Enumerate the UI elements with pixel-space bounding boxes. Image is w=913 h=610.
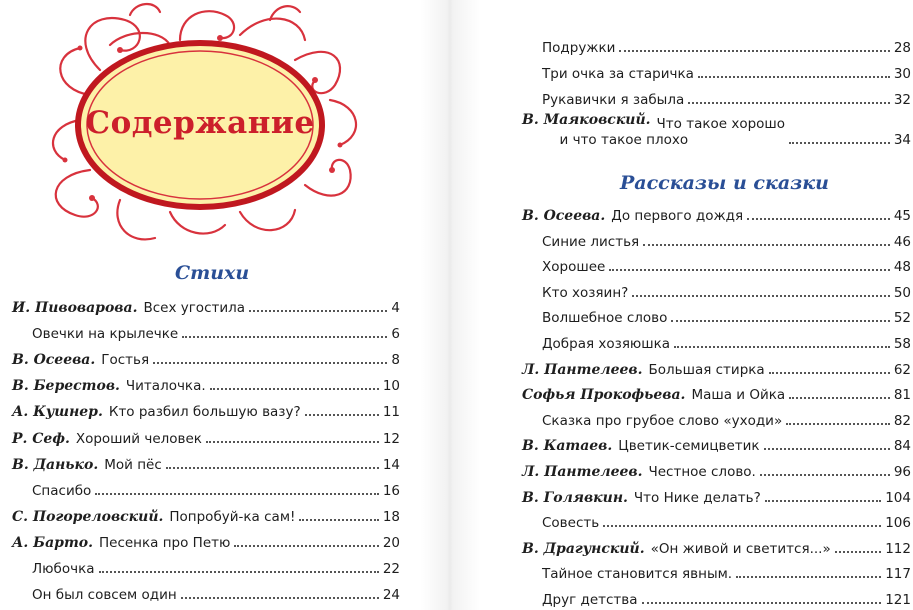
toc-entry[interactable] xyxy=(542,34,911,56)
dot-leader xyxy=(95,493,379,495)
entry-author: В. Драгунский. xyxy=(522,540,645,557)
entry-title: Маша и Ойка xyxy=(691,387,786,404)
entry-page-number: 24 xyxy=(382,587,400,604)
dot-leader xyxy=(619,50,889,52)
entry-title: Цветик-семицветик xyxy=(618,438,760,455)
toc-entry[interactable] xyxy=(542,330,911,352)
toc-entry[interactable] xyxy=(522,535,911,557)
entry-title: Попробуй-ка сам! xyxy=(169,508,296,525)
dot-leader xyxy=(210,388,379,390)
entry-page-number: 22 xyxy=(382,561,400,577)
entry-page-number: 45 xyxy=(893,208,911,224)
entry-title: Подружки xyxy=(542,40,616,56)
toc-entry[interactable] xyxy=(522,432,911,454)
dot-leader xyxy=(786,423,890,425)
entry-title-line1: Что такое хорошо xyxy=(656,116,786,132)
dot-leader xyxy=(632,295,889,297)
entry-page-number: 46 xyxy=(893,233,911,250)
entry-title: Тайное становится явным. xyxy=(542,566,733,583)
entry-title: Честное слово. xyxy=(648,464,756,480)
entry-author: Р. Сеф. xyxy=(12,430,70,447)
entry-page-number: 117 xyxy=(885,566,911,583)
dot-leader xyxy=(760,474,890,476)
dot-leader xyxy=(181,597,379,599)
entry-title: Хорошее xyxy=(542,259,606,276)
toc-entry[interactable] xyxy=(522,356,911,378)
dot-leader xyxy=(299,519,378,521)
entry-title: Добрая хозяюшка xyxy=(542,336,671,352)
toc-entry[interactable] xyxy=(542,60,911,82)
entry-page-number: 30 xyxy=(893,66,911,82)
dot-leader xyxy=(642,602,882,604)
dot-leader xyxy=(765,500,881,502)
entry-author: Софья Прокофьева. xyxy=(522,387,686,404)
entry-page-number: 11 xyxy=(382,404,400,421)
entry-title: Рукавички я забыла xyxy=(542,92,685,108)
section-heading-poems: Стихи xyxy=(175,262,250,284)
entry-page-number: 96 xyxy=(893,464,911,480)
entry-author: В. Берестов. xyxy=(12,378,120,395)
contents-emblem xyxy=(30,0,370,250)
dot-leader xyxy=(671,320,889,322)
dot-leader xyxy=(305,414,379,416)
dot-leader xyxy=(643,244,890,246)
entry-title: Кто хозяин? xyxy=(542,284,629,301)
entry-title: Совесть xyxy=(542,515,600,532)
entry-author: А. Барто. xyxy=(12,534,93,551)
toc-entry[interactable] xyxy=(12,294,400,316)
entry-title: До первого дождя xyxy=(611,208,744,224)
toc-entry[interactable] xyxy=(12,425,400,447)
toc-entry[interactable] xyxy=(522,381,911,403)
toc-entry[interactable] xyxy=(542,586,911,608)
dot-leader xyxy=(182,336,387,338)
entry-author: А. Кушнер. xyxy=(12,404,103,421)
entry-page-number: 112 xyxy=(885,540,911,557)
entry-title: Что Нике делать? xyxy=(633,489,761,506)
toc-entry[interactable] xyxy=(542,279,911,301)
entry-title: Кто разбил большую вазу? xyxy=(108,404,301,421)
entry-title: Читалочка. xyxy=(125,378,206,395)
toc-entry[interactable] xyxy=(542,509,911,531)
entry-title: Три очка за старичка xyxy=(542,66,694,82)
dot-leader xyxy=(789,397,890,399)
entry-page-number: 8 xyxy=(391,352,400,369)
toc-entry[interactable] xyxy=(522,202,911,224)
entry-page-number: 52 xyxy=(893,310,911,327)
entry-author: И. Пивоварова. xyxy=(12,300,138,316)
entry-title: «Он живой и светится...» xyxy=(650,540,831,557)
entry-title: Песенка про Петю xyxy=(99,534,231,551)
left-page xyxy=(0,0,430,610)
entry-title: Синие листья xyxy=(542,233,640,250)
entry-page-number: 58 xyxy=(893,336,911,352)
entry-page-number: 50 xyxy=(893,284,911,301)
entry-page-number: 81 xyxy=(893,387,911,404)
entry-title: Гостья xyxy=(101,352,150,369)
entry-page-number: 20 xyxy=(382,534,400,551)
entry-title: Он был совсем один xyxy=(32,587,177,604)
toc-entry[interactable] xyxy=(12,451,400,473)
entry-page-number: 12 xyxy=(382,430,400,447)
entry-title: Хороший человек xyxy=(75,430,202,447)
entry-title: Спасибо xyxy=(32,482,92,499)
entry-page-number: 10 xyxy=(382,378,400,395)
page-title: Содержание xyxy=(85,105,315,141)
toc-entry[interactable] xyxy=(32,477,400,499)
entry-author: В. Данько. xyxy=(12,456,99,473)
dot-leader xyxy=(747,218,890,220)
entry-title: Овечки на крылечке xyxy=(32,326,179,343)
toc-entry[interactable] xyxy=(12,398,400,420)
toc-entry[interactable] xyxy=(32,581,400,603)
dot-leader xyxy=(609,269,890,271)
entry-page-number: 48 xyxy=(893,259,911,276)
entry-page-number: 14 xyxy=(382,456,400,473)
toc-entry[interactable] xyxy=(542,228,911,250)
dot-leader xyxy=(166,467,379,469)
toc-entry[interactable] xyxy=(32,555,400,577)
entry-author: В. Катаев. xyxy=(522,438,613,455)
toc-entry[interactable] xyxy=(522,458,911,480)
dot-leader xyxy=(234,545,378,547)
entry-title: Волшебное слово xyxy=(542,310,668,327)
entry-page-number: 34 xyxy=(893,132,911,148)
dot-leader xyxy=(688,102,890,104)
entry-page-number: 62 xyxy=(893,361,911,378)
entry-page-number: 16 xyxy=(382,482,400,499)
dot-leader xyxy=(603,525,881,527)
section-heading-stories: Рассказы и сказки xyxy=(620,172,829,194)
entry-page-number: 121 xyxy=(885,592,911,608)
toc-entry-mayakovsky[interactable] xyxy=(522,112,911,148)
entry-author: С. Погореловский. xyxy=(12,508,164,525)
dot-leader xyxy=(674,346,890,348)
entry-title: Любочка xyxy=(32,561,95,577)
dot-leader xyxy=(206,441,379,443)
entry-page-number: 28 xyxy=(893,40,911,56)
dot-leader xyxy=(789,142,890,144)
dot-leader xyxy=(835,551,881,553)
toc-entry[interactable] xyxy=(542,560,911,582)
entry-page-number: 32 xyxy=(893,92,911,108)
toc-entry[interactable] xyxy=(12,372,400,394)
entry-author: Л. Пантелеев. xyxy=(522,464,643,480)
toc-entry[interactable] xyxy=(32,320,400,342)
entry-title-line2: и что такое плохо xyxy=(559,132,689,148)
dot-leader xyxy=(153,362,387,364)
entry-author: В. Осеева. xyxy=(522,208,606,224)
dot-leader xyxy=(736,576,881,578)
entry-page-number: 106 xyxy=(885,515,911,532)
entry-page-number: 82 xyxy=(893,412,911,429)
entry-page-number: 6 xyxy=(391,326,400,343)
dot-leader xyxy=(698,76,890,78)
entry-author: В. Осеева. xyxy=(12,352,96,369)
entry-page-number: 18 xyxy=(382,508,400,525)
toc-entry[interactable] xyxy=(12,503,400,525)
toc-entry[interactable] xyxy=(542,304,911,326)
dot-leader xyxy=(764,448,890,450)
toc-entry[interactable] xyxy=(542,86,911,108)
entry-author: В. Маяковский. xyxy=(522,112,651,128)
entry-author: В. Голявкин. xyxy=(522,489,628,506)
entry-page-number: 84 xyxy=(893,438,911,455)
entry-title: Большая стирка xyxy=(648,361,765,378)
entry-page-number: 4 xyxy=(391,300,400,316)
toc-entry[interactable] xyxy=(542,407,911,429)
dot-leader xyxy=(249,310,387,312)
toc-entry[interactable] xyxy=(12,346,400,368)
right-page xyxy=(470,0,913,610)
dot-leader xyxy=(99,571,379,573)
entry-author: Л. Пантелеев. xyxy=(522,361,643,378)
toc-entry[interactable] xyxy=(12,529,400,551)
entry-page-number: 104 xyxy=(885,489,911,506)
entry-title: Сказка про грубое слово «уходи» xyxy=(542,412,783,429)
dot-leader xyxy=(769,372,890,374)
entry-title: Всех угостила xyxy=(143,300,246,316)
toc-entry[interactable] xyxy=(522,484,911,506)
entry-title: Друг детства xyxy=(542,592,638,608)
entry-title: Мой пёс xyxy=(104,456,162,473)
toc-entry[interactable] xyxy=(542,253,911,275)
